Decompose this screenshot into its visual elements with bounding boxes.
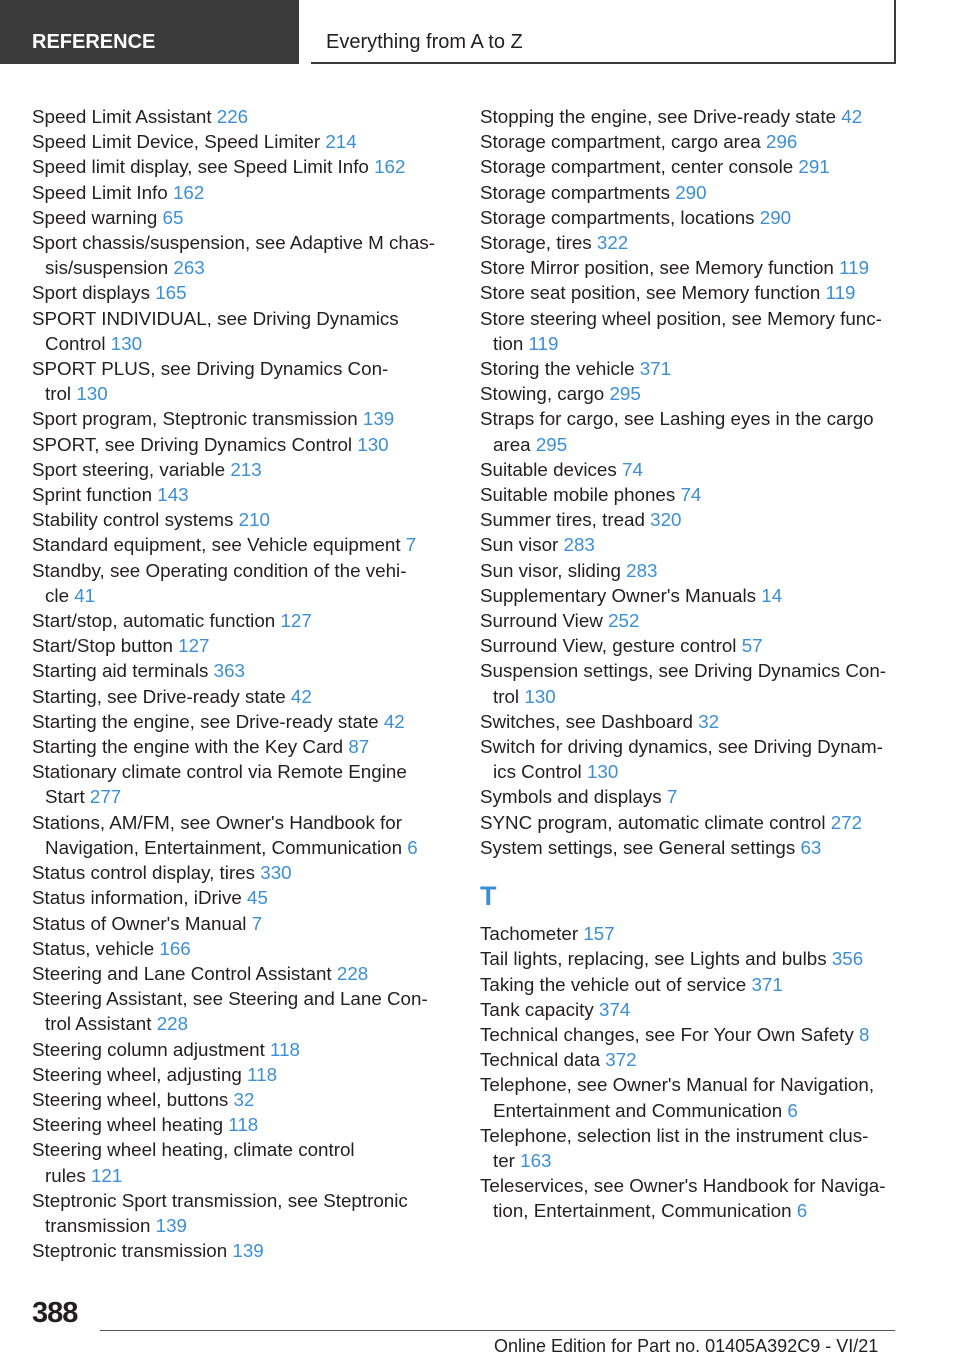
page-reference-link[interactable]: 8	[858, 1023, 870, 1045]
entry-term: Switches, see Dashboard	[480, 710, 699, 732]
entry-term: Store steering wheel position, see Memory func-	[480, 307, 882, 329]
entry-term-continued: Control	[45, 332, 111, 354]
page-reference-link[interactable]: 118	[247, 1063, 278, 1085]
index-entry	[32, 558, 452, 608]
header-title: Everything from A to Z	[326, 31, 523, 53]
index-entry	[480, 972, 900, 997]
page-reference-link[interactable]: 7	[666, 786, 678, 808]
index-entry	[480, 583, 900, 608]
entry-term: Store Mirror position, see Memory function	[480, 257, 840, 279]
entry-term: Speed Limit Assistant	[32, 106, 217, 127]
entry-term: SPORT PLUS, see Driving Dynamics Con-	[32, 358, 389, 380]
entry-term: Steering wheel heating	[32, 1114, 229, 1136]
index-entry	[32, 1137, 452, 1187]
index-entry	[32, 1087, 452, 1112]
entry-term: Steptronic Sport transmission, see Steptronic	[32, 1189, 408, 1211]
page-reference-link[interactable]: 6	[407, 836, 418, 858]
entry-term-continued: Start	[45, 786, 90, 808]
index-entry	[32, 885, 452, 910]
page-reference-link[interactable]: 118	[228, 1114, 259, 1136]
index-entry	[480, 946, 900, 971]
index-entry	[480, 104, 900, 129]
entry-term-continued: ics Control	[493, 761, 587, 783]
entry-term-continued: area	[493, 433, 536, 455]
entry-term: Standard equipment, see Vehicle equipment	[32, 534, 406, 556]
index-entry	[32, 709, 452, 734]
index-entry	[480, 180, 900, 205]
entry-term: Tachometer	[480, 923, 584, 945]
index-entry	[480, 784, 900, 809]
entry-term-continued: ter	[493, 1149, 521, 1171]
entry-term: Steering wheel, buttons	[32, 1088, 234, 1110]
page-reference-link[interactable]: 330	[260, 862, 292, 884]
index-entry	[32, 986, 452, 1036]
page-reference-link[interactable]: 118	[270, 1038, 300, 1060]
page-reference-link[interactable]: 45	[247, 887, 268, 909]
index-entry	[32, 230, 452, 280]
index-entry	[480, 532, 900, 557]
page-reference-link[interactable]: 283	[626, 559, 658, 581]
entry-term-continued: Entertainment and Communication	[493, 1099, 788, 1121]
page-reference-link[interactable]: 41	[74, 584, 96, 606]
entry-term: Starting aid terminals	[32, 660, 214, 682]
page-reference-link[interactable]: 74	[622, 458, 643, 480]
entry-term: Steering wheel, adjusting	[32, 1063, 248, 1085]
page-reference-link[interactable]: 6	[787, 1099, 798, 1121]
page-reference-link[interactable]: 139	[155, 1214, 187, 1236]
entry-term: Store seat position, see Memory function	[480, 282, 826, 304]
index-entry	[480, 457, 900, 482]
entry-term: Teleservices, see Owner's Handbook for Naviga-	[480, 1175, 886, 1197]
page-number: 388	[32, 1297, 78, 1329]
page-reference-link[interactable]: 272	[830, 811, 863, 833]
entry-term: Status control display, tires	[32, 862, 261, 884]
index-entry	[480, 658, 900, 708]
page-reference-link[interactable]: 283	[563, 534, 595, 556]
page-reference-link[interactable]: 296	[766, 131, 798, 153]
index-column-right	[480, 104, 900, 1224]
index-entry	[32, 154, 452, 179]
index-entry	[32, 860, 452, 885]
page-reference-link[interactable]: 130	[110, 332, 143, 354]
index-entry	[32, 1112, 452, 1137]
entry-term: Steptronic transmission	[32, 1240, 233, 1262]
index-letter-heading: T	[480, 881, 497, 912]
page-reference-link[interactable]: 14	[761, 584, 783, 606]
index-entry	[480, 280, 900, 305]
entry-term: Sport program, Steptronic transmission	[32, 408, 363, 430]
page-reference-link[interactable]: 87	[348, 736, 370, 758]
index-entry	[480, 230, 900, 255]
entry-term: Start/Stop button	[32, 635, 179, 657]
entry-term: Standby, see Operating condition of the vehi-	[32, 559, 407, 581]
index-entry	[32, 280, 452, 305]
index-entry	[480, 1173, 900, 1223]
index-entry	[480, 381, 900, 406]
page-reference-link[interactable]: 371	[751, 973, 783, 995]
entry-term-continued: tion, Entertainment, Communication	[493, 1200, 797, 1222]
entry-term: Telephone, selection list in the instrument clus-	[480, 1124, 869, 1146]
page-reference-link[interactable]: 166	[159, 937, 191, 959]
entry-term: Suitable mobile phones	[480, 484, 681, 506]
index-entry	[32, 457, 452, 482]
entry-term: Sprint function	[32, 484, 158, 506]
index-entry	[480, 558, 900, 583]
t-entries	[480, 921, 900, 1223]
page-reference-link[interactable]: 371	[639, 358, 672, 380]
entry-term: Technical changes, see For Your Own Safety	[480, 1023, 859, 1045]
index-entry	[480, 507, 900, 532]
entry-term: Technical data	[480, 1049, 606, 1071]
index-entry	[480, 205, 900, 230]
index-entry	[480, 997, 900, 1022]
footer-edition: Online Edition for Part no. 01405A392C9 - VI/21	[494, 1336, 879, 1356]
page-reference-link[interactable]: 42	[383, 710, 405, 732]
entry-term: Storage compartments	[480, 181, 676, 203]
entry-term-continued: tion	[493, 332, 529, 354]
page-reference-link[interactable]: 121	[90, 1164, 123, 1186]
page-reference-link[interactable]: 139	[232, 1240, 264, 1262]
entry-term: Sport steering, variable	[32, 458, 231, 480]
entry-term: Stations, AM/FM, see Owner's Handbook for	[32, 811, 402, 833]
page-reference-link[interactable]: 228	[336, 962, 369, 984]
index-entry	[32, 658, 452, 683]
index-entry	[480, 1072, 900, 1122]
page-reference-link[interactable]: 139	[362, 408, 395, 430]
page-reference-link[interactable]: 295	[609, 383, 641, 405]
entry-term: SYNC program, automatic climate control	[480, 811, 831, 833]
entry-term: Storage compartment, cargo area	[480, 131, 767, 153]
index-entry	[32, 911, 452, 936]
page-reference-link[interactable]: 291	[798, 156, 830, 178]
s-entries	[480, 104, 900, 860]
page-reference-link[interactable]: 374	[599, 998, 631, 1020]
index-entry	[32, 961, 452, 986]
page-reference-link[interactable]: 372	[605, 1049, 637, 1071]
index-entry	[32, 608, 452, 633]
entry-term: Surround View	[480, 610, 609, 632]
entry-term: Summer tires, tread	[480, 509, 651, 531]
entry-term: Stowing, cargo	[480, 383, 610, 405]
entry-term: Straps for cargo, see Lashing eyes in the cargo	[480, 408, 874, 430]
page-reference-link[interactable]: 57	[741, 635, 763, 657]
page-reference-link[interactable]: 162	[172, 181, 205, 203]
entry-term: Suitable devices	[480, 458, 622, 480]
entry-term-continued: rules	[45, 1164, 91, 1186]
page-reference-link[interactable]: 322	[596, 232, 629, 254]
entry-term: Steering Assistant, see Steering and Lane Con-	[32, 988, 428, 1010]
index-entry	[32, 1238, 452, 1263]
entry-term: Storage compartment, center console	[480, 156, 799, 178]
entry-term: Start/stop, automatic function	[32, 610, 281, 632]
entry-term: SPORT, see Driving Dynamics Control	[32, 433, 358, 455]
index-entry	[32, 532, 452, 557]
entry-term: Speed Limit Device, Speed Limiter	[32, 131, 326, 153]
entry-term: Steering column adjustment	[32, 1038, 271, 1060]
index-entry	[480, 835, 900, 860]
index-entry	[480, 1123, 900, 1173]
page-reference-link[interactable]: 157	[583, 923, 615, 945]
index-entry	[32, 482, 452, 507]
index-entry	[32, 734, 452, 759]
page-reference-link[interactable]: 320	[650, 509, 682, 531]
entry-term-continued: trol	[493, 685, 525, 707]
index-entry	[480, 810, 900, 835]
page-reference-link[interactable]: 214	[325, 131, 357, 153]
index-entry	[32, 356, 452, 406]
page-reference-link[interactable]: 143	[157, 484, 189, 506]
page-reference-link[interactable]: 127	[178, 635, 210, 657]
index-entry	[32, 507, 452, 532]
index-entry	[32, 406, 452, 431]
entry-term: Status, vehicle	[32, 937, 160, 959]
page-reference-link[interactable]: 226	[216, 106, 249, 127]
page-reference-link[interactable]: 213	[230, 458, 262, 480]
entry-term-continued: transmission	[45, 1214, 156, 1236]
entry-term-continued: trol Assistant	[45, 1013, 157, 1035]
entry-term: Steering and Lane Control Assistant	[32, 962, 337, 984]
entry-term-continued: sis/suspension	[45, 257, 174, 279]
entry-term-continued: cle	[45, 584, 75, 606]
entry-term: Status of Owner's Manual	[32, 912, 252, 934]
entry-term: Storing the vehicle	[480, 358, 640, 380]
section-label: REFERENCE	[32, 31, 156, 53]
entry-term: Tank capacity	[480, 998, 600, 1020]
entry-term: Storage compartments, locations	[480, 206, 760, 228]
index-entry	[480, 633, 900, 658]
index-entry	[32, 684, 452, 709]
entry-term: Surround View, gesture control	[480, 635, 742, 657]
page-reference-link[interactable]: 74	[680, 484, 702, 506]
page-reference-link[interactable]: 130	[357, 433, 389, 455]
page-reference-link[interactable]: 32	[698, 710, 720, 732]
index-entry	[32, 1188, 452, 1238]
page-reference-link[interactable]: 165	[155, 282, 187, 304]
page-reference-link[interactable]: 63	[800, 836, 822, 858]
page-reference-link[interactable]: 7	[405, 534, 417, 556]
page-reference-link[interactable]: 130	[586, 761, 619, 783]
index-column-left	[32, 104, 452, 1263]
page-reference-link[interactable]: 295	[535, 433, 568, 455]
entry-term: Sun visor, sliding	[480, 559, 627, 581]
page-reference-link[interactable]: 363	[213, 660, 245, 682]
entry-term-continued: Navigation, Entertainment, Communication	[45, 836, 408, 858]
index-entry	[480, 1022, 900, 1047]
entry-term: System settings, see General settings	[480, 836, 801, 858]
page-reference-link[interactable]: 356	[831, 948, 864, 970]
entry-term: SPORT INDIVIDUAL, see Driving Dynamics	[32, 307, 399, 329]
entry-term: Sun visor	[480, 534, 564, 556]
index-entry	[32, 936, 452, 961]
page-reference-link[interactable]: 252	[608, 610, 640, 632]
entry-term: Symbols and displays	[480, 786, 667, 808]
index-entry	[480, 734, 900, 784]
page-reference-link[interactable]: 42	[290, 685, 312, 707]
section-tab	[0, 0, 299, 64]
entry-term: Sport chassis/suspension, see Adaptive M chas-	[32, 232, 435, 254]
page-reference-link[interactable]: 6	[796, 1200, 808, 1222]
entry-term: Suspension settings, see Driving Dynamics Con-	[480, 660, 887, 682]
page-reference-link[interactable]: 228	[156, 1013, 189, 1035]
entry-term: Status information, iDrive	[32, 887, 248, 909]
entry-term: Telephone, see Owner's Manual for Navigation,	[480, 1074, 875, 1096]
footer-rule	[100, 1330, 895, 1331]
header-title-box	[311, 0, 896, 64]
entry-term: Storage, tires	[480, 232, 597, 254]
entry-term: Tail lights, replacing, see Lights and bulbs	[480, 948, 832, 970]
page-reference-link[interactable]: 163	[520, 1149, 552, 1171]
entry-term: Starting, see Drive-ready state	[32, 685, 291, 707]
page-reference-link[interactable]: 290	[675, 181, 707, 203]
entry-term: Speed warning	[32, 206, 163, 228]
entry-term: Stationary climate control via Remote Engine	[32, 761, 407, 783]
index-entry	[32, 633, 452, 658]
page-reference-link[interactable]: 119	[825, 282, 856, 304]
index-entry	[480, 356, 900, 381]
page-reference-link[interactable]: 130	[76, 383, 108, 405]
index-entry	[480, 129, 900, 154]
entry-term: Steering wheel heating, climate control	[32, 1139, 355, 1161]
entry-term: Switch for driving dynamics, see Driving Dynam-	[480, 736, 883, 758]
entry-term: Sport displays	[32, 282, 156, 304]
index-entry	[32, 759, 452, 809]
index-entry	[32, 129, 452, 154]
index-entry	[480, 921, 900, 946]
page-reference-link[interactable]: 42	[841, 106, 863, 127]
index-entry	[480, 1047, 900, 1072]
index-entry	[32, 180, 452, 205]
entry-term: Starting the engine, see Drive-ready state	[32, 710, 384, 732]
index-entry	[480, 154, 900, 179]
index-entry	[32, 306, 452, 356]
index-entry	[480, 406, 900, 456]
index-entry	[32, 1037, 452, 1062]
page-reference-link[interactable]: 210	[238, 509, 271, 531]
entry-term: Stopping the engine, see Drive-ready state	[480, 106, 842, 127]
entry-term: Stability control systems	[32, 509, 239, 531]
page-reference-link[interactable]: 127	[280, 610, 312, 632]
page-reference-link[interactable]: 7	[251, 912, 263, 934]
page-reference-link[interactable]: 130	[524, 685, 556, 707]
page-reference-link[interactable]: 65	[162, 206, 184, 228]
page-reference-link[interactable]: 162	[374, 156, 406, 178]
entry-term: Speed limit display, see Speed Limit Info	[32, 156, 375, 178]
page-reference-link[interactable]: 119	[839, 257, 870, 279]
index-entry	[480, 482, 900, 507]
index-entry	[480, 255, 900, 280]
index-entry	[32, 1062, 452, 1087]
entry-term: Taking the vehicle out of service	[480, 973, 752, 995]
page-reference-link[interactable]: 290	[759, 206, 792, 228]
index-entry	[32, 104, 452, 129]
index-entry	[480, 306, 900, 356]
entry-term: Supplementary Owner's Manuals	[480, 584, 762, 606]
entry-term-continued: trol	[45, 383, 77, 405]
page-reference-link[interactable]: 277	[89, 786, 122, 808]
page-reference-link[interactable]: 32	[233, 1088, 255, 1110]
index-entry	[32, 432, 452, 457]
entry-term: Speed Limit Info	[32, 181, 173, 203]
page-reference-link[interactable]: 119	[528, 332, 559, 354]
entry-term: Starting the engine with the Key Card	[32, 736, 349, 758]
index-entry	[32, 205, 452, 230]
index-entry	[32, 810, 452, 860]
index-entry	[480, 709, 900, 734]
index-entry	[480, 608, 900, 633]
page-reference-link[interactable]: 263	[173, 257, 205, 279]
